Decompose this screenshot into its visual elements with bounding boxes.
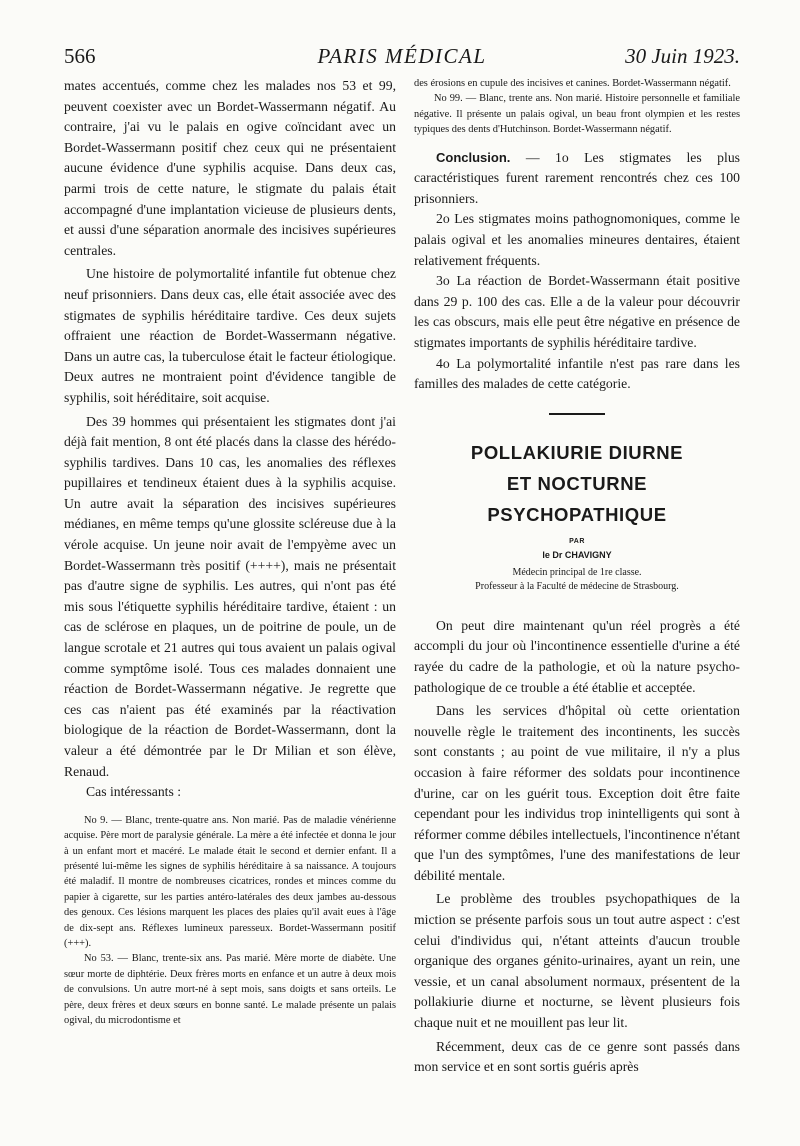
section-divider: [549, 413, 605, 415]
page-header: [64, 44, 740, 72]
issue-date: 30 Juin 1923.: [625, 44, 740, 68]
page-number: 566: [64, 44, 96, 68]
paragraph: Une histoire de polymortalité infantile fut obtenue chez neuf prisonniers. Dans deux cas, elle était associée avec des stigmates de syphilis héréditaire tardive. Ces deux sujets offraient une réaction de Bordet-Wassermann négative. Dans un autre cas, la tuberculose était le facteur étiologique. Deux autres ne montraient point d'évidence tangible de syphilis, soit héréditaire, soit acquise.: [64, 266, 396, 405]
left-column: [64, 76, 396, 1028]
article-author: le Dr CHAVIGNY: [542, 549, 612, 560]
author-affiliation: Médecin principal de 1re classe. Professeur à la Faculté de médecine de Strasbourg.: [475, 566, 679, 592]
paragraph: Récemment, deux cas de ce genre sont passés dans mon service et en sont sortis guéris après: [414, 1038, 740, 1075]
byline-par: PAR: [569, 537, 585, 545]
case-report-continued: des érosions en cupule des incisives et canines. Bordet-Wassermann négatif.: [414, 78, 731, 89]
article-title: PSYCHOPATHIQUE: [487, 503, 667, 525]
conclusion-paragraph: 4o La polymortalité infantile n'est pas rare dans les familles des malades de cette catégorie.: [414, 355, 740, 392]
paragraph: Le problème des troubles psychopathiques de la miction se présente parfois sous un tout autre aspect : c'est celui d'individus qui, n'étant atteints d'aucun trouble organique des organes génito-urinaires, ayant un rein, une vessie, et un canal absolument normaux, présentent de la pollakiurie diurne et nocturne, se lèvent plusieurs fois chaque nuit et ne mouillent pas leur lit.: [414, 891, 740, 1031]
conclusion-text: — 1o Les stigmates les plus caractéristiques furent rarement rencontrés chez ces 100 prisonniers.: [414, 149, 740, 206]
paragraph: Cas intéressants :: [86, 784, 182, 800]
paragraph: On peut dire maintenant qu'un réel progrès a été accompli du jour où l'incontinence essentielle d'urine a été rayée du cadre de la pathologie, et où la nature psycho-pathologique de ce trouble a été établie et acceptée.: [414, 617, 740, 695]
article-title: POLLAKIURIE DIURNE: [470, 441, 684, 463]
conclusion-paragraph: 2o Les stigmates moins pathognomoniques, comme le palais ogival et les anomalies mineures dentaires, étaient relativement fréquents.: [414, 211, 740, 268]
case-report: No 99. — Blanc, trente ans. Non marié. Histoire personnelle et familiale négative. Il présente un palais ogival, un beau front olympien et les restes typiques des dents d'Hutchinson. Bordet-Wassermann négatif.: [414, 93, 740, 136]
conclusion-paragraph: 3o La réaction de Bordet-Wassermann était positive dans 29 p. 100 des cas. Elle a de la valeur pour découvrir les cas obscurs, mais elle peut être négative en présence de stigmates importants de syphilis héréditaire tardive.: [414, 273, 740, 350]
article-title: ET NOCTURNE: [506, 472, 648, 494]
conclusion-paragraph: [414, 148, 740, 210]
paragraph: Des 39 hommes qui présentaient les stigmates dont j'ai déjà fait mention, 8 ont été placés dans la classe des hérédo-syphilis tardives. Dans 10 cas, les anomalies des réflexes pupillaires et tendineux étaient dues à la syphilis acquise. Un autre avait la séparation des incisives supérieures médianes, en même temps qu'une glossite scléreuse due à la vérole acquise. Un jeune noir avait de l'empyème avec un Bordet-Wassermann très positif (++++), mais ne présentait pas d'autre signe de syphilis. Les autres, qui n'ont pas été mis sous l'étiquette syphilis héréditaire tardive, étaient : un cas de sclérose en plaques, un de poitrine de poule, un de langue scrotale et 21 autres qui tous avaient un palais ogival comme symptôme isolé. Tous ces malades donnaient une réaction de Bordet-Wassermann négative. Je regrette que ces cas n'aient pas été examinés par la réactivation biologique de la réaction de Bordet-Wassermann, dont la valeur a été démontrée par le Dr Milian et son élève, Renaud.: [64, 413, 396, 779]
right-column: [414, 76, 740, 1078]
paragraph: mates accentués, comme chez les malades nos 53 et 99, peuvent coexister avec un Bordet-Wassermann négatif. Au contraire, j'ai vu le palais en ogive coïncidant avec un Bordet-Wassermann positif chez ceux qui ne présentaient aucune évidence d'une syphilis acquise. Dans deux cas, parmi trois de cette nature, le stigmate du palais était accompagné d'une implantation vicieuse de plusieurs dents, et aussi d'une séparation anormale des incisives supérieures centrales.: [64, 78, 396, 258]
case-report: No 9. — Blanc, trente-quatre ans. Non marié. Pas de maladie vénérienne acquise. Père mort de paralysie générale. La mère a été infectée et donna le jour à un enfant mort et macéré. Le malade était le second et dernier enfant. Il a présenté lui-même les signes de syphilis héréditaire à sa naissance. A toujours été maladif. Il montre de nombreuses cicatrices, rondes et minces comme du papier à cigarette, sur les parties antéro-latérales des deux jambes au-dessous des genoux. Ces lésions marquent les places des plaies qu'il avait eues à l'âge de dix-sept ans. Réflexes lumineux paresseux. Bordet-Wassermann positif (+++).: [64, 814, 396, 950]
conclusion-label: Conclusion.: [436, 149, 511, 165]
case-report: No 53. — Blanc, trente-six ans. Pas marié. Mère morte de diabète. Une sœur morte de diphtérie. Deux frères morts en enfance et un autre à deux mois de convulsions. Un autre mort-né à sept mois, sans doigts et sans orteils. Le père, deux frères et deux sœurs en bonne santé. Le malade présente un palais ogival, du microdontisme et: [64, 953, 396, 1027]
journal-title: PARIS MÉDICAL: [317, 44, 487, 68]
paragraph: Dans les services d'hôpital où cette orientation nouvelle règle le traitement des incontinents, les succès sont constants ; au point de vue militaire, il n'y a plus occasion à faire réformer des soldats pour incontinence d'urine, car on les guérit tous. Exception doit être faite cependant pour les individus trop inintelligents qui sont à réformer comme débiles intellectuels, l'incontinence n'étant que l'un des symptômes, l'une des manifestations de leur débilité mentale.: [414, 703, 740, 883]
